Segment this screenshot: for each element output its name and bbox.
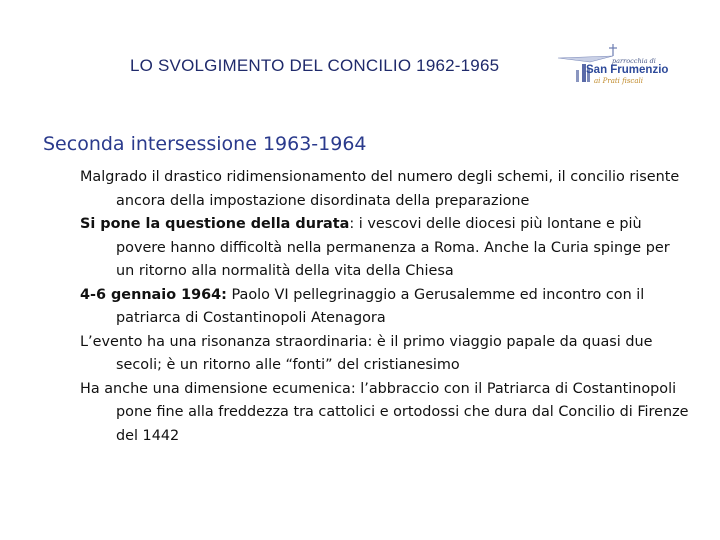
section-heading: Seconda intersessione 1963-1964 — [43, 133, 367, 155]
paragraph-text: : i vescovi delle diocesi più lontane e più povere hanno difficoltà nella permanenza a Roma. Anche la Curia spinge per un ritorno alla normalità della vita della Chiesa — [116, 216, 670, 279]
paragraph-3 — [80, 284, 690, 331]
parish-logo — [538, 42, 668, 92]
paragraph-lead: Si pone la questione della durata — [80, 216, 350, 232]
paragraph-text: Ha anche una dimensione ecumenica: l’abbraccio con il Patriarca di Costantinopoli pone fine alla freddezza tra cattolici e ortodossi che dura dal Concilio di Firenze del 1442 — [80, 380, 689, 444]
paragraph-text: L’evento ha una risonanza straordinaria: è il primo viaggio papale da quasi due secoli; è un ritorno alle “fonti” del cristianesimo — [80, 333, 653, 373]
logo-small-text: parrocchia di — [612, 57, 656, 65]
body-text-list — [80, 166, 690, 448]
logo-brand: San Frumenzio — [586, 64, 669, 76]
paragraph-1 — [80, 166, 690, 213]
paragraph-2 — [80, 213, 690, 284]
paragraph-5 — [80, 378, 690, 449]
paragraph-text: Malgrado il drastico ridimensionamento del numero degli schemi, il concilio risente ancora della impostazione disordinata della preparazione — [80, 169, 680, 209]
paragraph-text: Paolo VI pellegrinaggio a Gerusalemme ed incontro con il patriarca di Costantinopoli Atenagora — [116, 286, 645, 326]
paragraph-lead: 4-6 gennaio 1964: — [80, 286, 227, 303]
paragraph-4 — [80, 331, 690, 378]
slide-title: LO SVOLGIMENTO DEL CONCILIO 1962-1965 — [130, 56, 500, 75]
logo-tagline: ai Prati fiscali — [594, 77, 643, 85]
